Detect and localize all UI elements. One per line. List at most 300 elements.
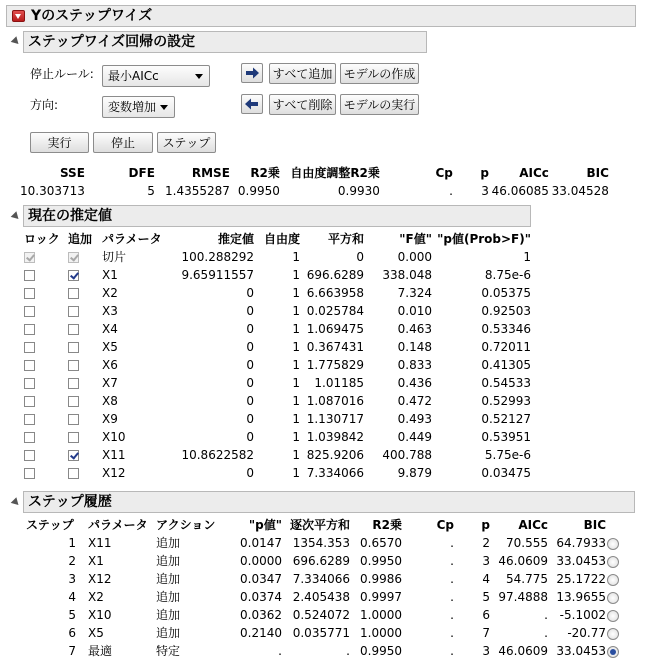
- entered-checkbox[interactable]: [68, 432, 79, 443]
- step-number: 6: [68, 626, 76, 640]
- rmse-value: 1.4355287: [165, 184, 230, 198]
- history-parameter: X5: [88, 626, 104, 640]
- history-seq-ss: .: [346, 644, 350, 658]
- col-sse: SSE: [59, 166, 85, 180]
- f-ratio-value: 9.879: [397, 466, 432, 480]
- step-number: 5: [68, 608, 76, 622]
- estimate-row: [24, 464, 531, 482]
- history-action: 追加: [156, 554, 181, 568]
- bic-value: 33.04528: [551, 184, 609, 198]
- df-value: 1: [292, 286, 300, 300]
- estimate-value: 0: [246, 466, 254, 480]
- estimate-value: 0: [246, 376, 254, 390]
- estimates-section-header[interactable]: [23, 205, 531, 227]
- history-cp: .: [450, 590, 454, 604]
- history-bic: 25.1722: [556, 572, 606, 586]
- df-value: 1: [292, 412, 300, 426]
- lock-cell: [24, 428, 68, 446]
- history-seq-ss: 0.035771: [292, 626, 350, 640]
- col-bic: BIC: [586, 166, 609, 180]
- lock-cell: [24, 248, 68, 266]
- ss-value: 0.025784: [306, 304, 364, 318]
- history-pn: 3: [482, 644, 490, 658]
- direction-value: 変数増加: [108, 100, 157, 114]
- entered-cell: [68, 356, 102, 374]
- parameter-name: X5: [102, 340, 118, 354]
- col-adj-r2: 自由度調整R2乗: [290, 166, 380, 180]
- history-seq-ss: 0.524072: [292, 608, 350, 622]
- estimate-value: 0: [246, 412, 254, 426]
- lock-checkbox[interactable]: [24, 306, 35, 317]
- disclosure-triangle-icon[interactable]: [11, 36, 22, 47]
- estimate-value: 9.65911557: [181, 268, 254, 282]
- estimates-table: [24, 230, 531, 482]
- history-pn: 4: [482, 572, 490, 586]
- step-number: 7: [68, 644, 76, 658]
- step-history-table: [26, 516, 620, 660]
- history-aicc: .: [544, 608, 548, 622]
- cp-value: .: [449, 184, 453, 198]
- prob-f-value: 0.41305: [481, 358, 531, 372]
- history-pn: 6: [482, 608, 490, 622]
- entered-checkbox[interactable]: [68, 342, 79, 353]
- step-number: 1: [68, 536, 76, 550]
- history-parameter: X11: [88, 536, 112, 550]
- chevron-down-icon: [160, 105, 168, 110]
- stop-rule-select[interactable]: [102, 65, 210, 87]
- parameter-name: X3: [102, 304, 118, 318]
- estimates-header-label: 現在の推定値: [28, 208, 112, 224]
- p-value: 3: [481, 184, 489, 198]
- f-ratio-value: 0.833: [397, 358, 432, 372]
- col-p: p: [480, 166, 489, 180]
- history-bic: 13.9655: [556, 590, 606, 604]
- history-action: 追加: [156, 608, 181, 622]
- col-prob-f: "p値(Prob>F)": [437, 232, 531, 246]
- df-value: 1: [292, 376, 300, 390]
- lock-cell: [24, 266, 68, 284]
- report-title: Yのステップワイズ: [31, 8, 153, 24]
- entered-checkbox[interactable]: [68, 288, 79, 299]
- entered-cell: [68, 428, 102, 446]
- radio-cell: [606, 642, 620, 660]
- history-r2: 1.0000: [360, 608, 402, 622]
- history-cp: .: [450, 644, 454, 658]
- f-ratio-value: 0.449: [397, 430, 432, 444]
- col-h-p: "p値": [248, 518, 282, 532]
- step-number: 3: [68, 572, 76, 586]
- lock-checkbox[interactable]: [24, 450, 35, 461]
- estimate-row: [24, 266, 531, 284]
- lock-checkbox[interactable]: [24, 360, 35, 371]
- lock-cell: [24, 410, 68, 428]
- history-bic: 33.0453: [556, 554, 606, 568]
- chevron-down-icon: [195, 74, 203, 79]
- step-number: 4: [68, 590, 76, 604]
- estimate-row: [24, 428, 531, 446]
- f-ratio-value: 400.788: [382, 448, 432, 462]
- select-step-radio[interactable]: [607, 556, 619, 568]
- run-model-button[interactable]: モデルの実行: [340, 94, 419, 115]
- col-parameter: パラメータ: [102, 232, 162, 246]
- ss-value: 1.775829: [306, 358, 364, 372]
- col-action: アクション: [156, 518, 216, 532]
- history-cp: .: [450, 554, 454, 568]
- history-pn: 3: [482, 554, 490, 568]
- lock-cell: [24, 302, 68, 320]
- stop-rule-value: 最小AICc: [108, 69, 159, 83]
- ss-value: 1.130717: [306, 412, 364, 426]
- arrow-right-icon: [242, 64, 262, 82]
- entered-checkbox[interactable]: [68, 396, 79, 407]
- lock-cell: [24, 284, 68, 302]
- parameter-name: X10: [102, 430, 126, 444]
- f-ratio-value: 338.048: [382, 268, 432, 282]
- select-step-radio[interactable]: [607, 592, 619, 604]
- history-header-row: [26, 516, 620, 534]
- parameter-name: X6: [102, 358, 118, 372]
- lock-cell: [24, 446, 68, 464]
- f-ratio-value: 0.493: [397, 412, 432, 426]
- parameter-name: X4: [102, 322, 118, 336]
- estimate-row: [24, 410, 531, 428]
- prob-f-value: 0.53346: [481, 322, 531, 336]
- history-aicc: 70.555: [506, 536, 548, 550]
- lock-cell: [24, 374, 68, 392]
- checkmark-icon: [26, 252, 35, 261]
- entered-cell: [68, 464, 102, 482]
- direction-select[interactable]: [102, 96, 175, 118]
- ss-value: 696.6289: [306, 268, 364, 282]
- history-action: 追加: [156, 572, 181, 586]
- history-row: [26, 570, 620, 588]
- history-parameter: X12: [88, 572, 112, 586]
- entered-cell: [68, 320, 102, 338]
- col-r2: R2乗: [250, 166, 280, 180]
- red-triangle-menu-icon[interactable]: [12, 10, 25, 22]
- estimate-row: [24, 302, 531, 320]
- entered-checkbox[interactable]: [68, 414, 79, 425]
- prob-f-value: 8.75e-6: [484, 268, 531, 282]
- estimate-value: 0: [246, 394, 254, 408]
- lock-cell: [24, 338, 68, 356]
- estimate-value: 0: [246, 286, 254, 300]
- select-step-radio[interactable]: [607, 628, 619, 640]
- history-p-value: 0.0147: [240, 536, 282, 550]
- summary-value-row: [20, 182, 609, 200]
- col-aicc: AICc: [519, 166, 549, 180]
- estimate-row: [24, 374, 531, 392]
- history-cp: .: [450, 536, 454, 550]
- radio-cell: [606, 570, 620, 588]
- history-p-value: 0.0000: [240, 554, 282, 568]
- lock-cell: [24, 464, 68, 482]
- step-button[interactable]: ステップ: [157, 132, 216, 153]
- lock-checkbox[interactable]: [24, 324, 35, 335]
- history-cp: .: [450, 626, 454, 640]
- col-h-bic: BIC: [583, 518, 606, 532]
- entered-cell: [68, 392, 102, 410]
- prob-f-value: 0.54533: [481, 376, 531, 390]
- parameter-name: X11: [102, 448, 126, 462]
- prob-f-value: 0.53951: [481, 430, 531, 444]
- select-step-radio[interactable]: [607, 646, 619, 658]
- history-r2: 0.9997: [360, 590, 402, 604]
- select-step-radio[interactable]: [607, 610, 619, 622]
- arrow-left-icon: [242, 95, 262, 113]
- f-ratio-value: 0.436: [397, 376, 432, 390]
- settings-header-label: ステップワイズ回帰の設定: [28, 34, 196, 50]
- checkmark-icon: [70, 252, 79, 261]
- f-ratio-value: 0.010: [397, 304, 432, 318]
- history-seq-ss: 696.6289: [292, 554, 350, 568]
- entered-cell: [68, 302, 102, 320]
- lock-cell: [24, 356, 68, 374]
- r2-value: 0.9950: [237, 184, 280, 198]
- adj-r2-value: 0.9930: [337, 184, 380, 198]
- step-number: 2: [68, 554, 76, 568]
- entered-checkbox[interactable]: [68, 306, 79, 317]
- df-value: 1: [292, 250, 300, 264]
- col-h-parameter: パラメータ: [88, 518, 148, 532]
- history-p-value: 0.0374: [240, 590, 282, 604]
- ss-value: 1.039842: [306, 430, 364, 444]
- history-r2: 0.6570: [360, 536, 402, 550]
- estimate-value: 100.288292: [181, 250, 254, 264]
- f-ratio-value: 0.463: [397, 322, 432, 336]
- history-body: [26, 534, 620, 660]
- select-step-radio[interactable]: [607, 574, 619, 586]
- history-seq-ss: 1354.353: [292, 536, 350, 550]
- lock-checkbox[interactable]: [24, 270, 35, 281]
- ss-value: 7.334066: [306, 466, 364, 480]
- history-bic: 33.0453: [556, 644, 606, 658]
- history-row: [26, 552, 620, 570]
- history-pn: 7: [482, 626, 490, 640]
- history-row: [26, 624, 620, 642]
- ss-value: 825.9206: [306, 448, 364, 462]
- history-aicc: 46.0609: [498, 554, 548, 568]
- history-parameter: X1: [88, 554, 104, 568]
- history-p-value: 0.2140: [240, 626, 282, 640]
- history-section-header[interactable]: [23, 491, 635, 513]
- estimate-value: 0: [246, 358, 254, 372]
- f-ratio-value: 0.472: [397, 394, 432, 408]
- radio-cell: [606, 606, 620, 624]
- remove-all-button[interactable]: すべて削除: [269, 94, 336, 115]
- ss-value: 1.01185: [314, 376, 364, 390]
- add-all-button[interactable]: すべて追加: [269, 63, 336, 84]
- enter-all-arrow-button[interactable]: [241, 63, 263, 83]
- prob-f-value: 0.52127: [481, 412, 531, 426]
- stop-rule-label: 停止ルール:: [30, 67, 94, 81]
- ss-value: 1.069475: [306, 322, 364, 336]
- parameter-name: X2: [102, 286, 118, 300]
- history-header-label: ステップ履歴: [28, 494, 112, 510]
- df-value: 1: [292, 448, 300, 462]
- parameter-name: X8: [102, 394, 118, 408]
- estimate-value: 0: [246, 304, 254, 318]
- prob-f-value: 0.05375: [481, 286, 531, 300]
- estimate-row: [24, 284, 531, 302]
- estimate-value: 10.8622582: [181, 448, 254, 462]
- prob-f-value: 0.92503: [481, 304, 531, 318]
- col-cp: Cp: [435, 166, 453, 180]
- entered-checkbox[interactable]: [68, 360, 79, 371]
- direction-label: 方向:: [30, 98, 59, 112]
- estimates-header-row: [24, 230, 531, 248]
- ss-value: 6.663958: [306, 286, 364, 300]
- estimate-row: [24, 320, 531, 338]
- settings-section-header[interactable]: [23, 31, 427, 53]
- history-p-value: 0.0347: [240, 572, 282, 586]
- go-button[interactable]: 実行: [30, 132, 89, 153]
- lock-checkbox[interactable]: [24, 342, 35, 353]
- col-step: ステップ: [26, 518, 74, 532]
- report-title-bar: [6, 5, 636, 27]
- radio-cell: [606, 624, 620, 642]
- entered-checkbox: [68, 252, 79, 263]
- lock-checkbox[interactable]: [24, 414, 35, 425]
- history-cp: .: [450, 608, 454, 622]
- df-value: 1: [292, 322, 300, 336]
- entered-cell: [68, 410, 102, 428]
- col-estimate: 推定値: [217, 232, 254, 246]
- parameter-name: 切片: [102, 250, 127, 264]
- entered-checkbox[interactable]: [68, 378, 79, 389]
- select-step-radio[interactable]: [607, 538, 619, 550]
- entered-checkbox[interactable]: [68, 324, 79, 335]
- estimate-row: [24, 248, 531, 266]
- remove-all-arrow-button[interactable]: [241, 94, 263, 114]
- history-p-value: .: [278, 644, 282, 658]
- lock-checkbox[interactable]: [24, 288, 35, 299]
- df-value: 1: [292, 340, 300, 354]
- entered-checkbox[interactable]: [68, 450, 79, 461]
- history-aicc: 97.4888: [498, 590, 548, 604]
- lock-cell: [24, 320, 68, 338]
- history-seq-ss: 7.334066: [292, 572, 350, 586]
- entered-cell: [68, 446, 102, 464]
- entered-cell: [68, 266, 102, 284]
- aicc-value: 46.06085: [491, 184, 549, 198]
- history-pn: 2: [482, 536, 490, 550]
- col-f-ratio: "F値": [399, 232, 432, 246]
- estimate-value: 0: [246, 430, 254, 444]
- f-ratio-value: 7.324: [397, 286, 432, 300]
- col-seq-ss: 逐次平方和: [289, 518, 350, 532]
- lock-checkbox[interactable]: [24, 396, 35, 407]
- parameter-name: X1: [102, 268, 118, 282]
- lock-checkbox[interactable]: [24, 378, 35, 389]
- history-r2: 0.9950: [360, 644, 402, 658]
- estimate-value: 0: [246, 340, 254, 354]
- col-entered: 追加: [68, 232, 93, 246]
- entered-checkbox[interactable]: [68, 270, 79, 281]
- history-seq-ss: 2.405438: [292, 590, 350, 604]
- prob-f-value: 0.52993: [481, 394, 531, 408]
- col-df: 自由度: [263, 232, 300, 246]
- lock-cell: [24, 392, 68, 410]
- entered-cell: [68, 374, 102, 392]
- col-h-cp: Cp: [436, 518, 454, 532]
- radio-cell: [606, 534, 620, 552]
- estimates-body: [24, 248, 531, 482]
- history-bic: -20.77: [567, 626, 606, 640]
- history-row: [26, 606, 620, 624]
- df-value: 1: [292, 304, 300, 318]
- estimate-row: [24, 446, 531, 464]
- df-value: 1: [292, 394, 300, 408]
- estimate-row: [24, 356, 531, 374]
- prob-f-value: 5.75e-6: [484, 448, 531, 462]
- estimate-row: [24, 392, 531, 410]
- col-rmse: RMSE: [191, 166, 230, 180]
- ss-value: 0.367431: [306, 340, 364, 354]
- disclosure-triangle-icon[interactable]: [11, 497, 22, 508]
- ss-value: 0: [356, 250, 364, 264]
- col-h-r2: R2乗: [372, 518, 402, 532]
- history-pn: 5: [482, 590, 490, 604]
- checkmark-icon: [70, 450, 79, 459]
- history-bic: -5.1002: [559, 608, 606, 622]
- radio-cell: [606, 588, 620, 606]
- history-parameter: 最適: [88, 644, 113, 658]
- history-aicc: .: [544, 626, 548, 640]
- checkmark-icon: [70, 270, 79, 279]
- prob-f-value: 1: [523, 250, 531, 264]
- history-bic: 64.7933: [556, 536, 606, 550]
- summary-stats-table: [20, 164, 609, 200]
- ss-value: 1.087016: [306, 394, 364, 408]
- df-value: 1: [292, 268, 300, 282]
- prob-f-value: 0.72011: [481, 340, 531, 354]
- history-row: [26, 534, 620, 552]
- df-value: 1: [292, 358, 300, 372]
- history-action: 追加: [156, 626, 181, 640]
- lock-checkbox[interactable]: [24, 468, 35, 479]
- radio-cell: [606, 552, 620, 570]
- history-action: 追加: [156, 536, 181, 550]
- history-row: [26, 642, 620, 660]
- history-cp: .: [450, 572, 454, 586]
- disclosure-triangle-icon[interactable]: [11, 211, 22, 222]
- entered-cell: [68, 248, 102, 266]
- history-action: 特定: [156, 644, 181, 658]
- entered-cell: [68, 284, 102, 302]
- stop-button[interactable]: 停止: [93, 132, 153, 153]
- lock-checkbox[interactable]: [24, 432, 35, 443]
- make-model-button[interactable]: モデルの作成: [340, 63, 419, 84]
- history-aicc: 54.775: [506, 572, 548, 586]
- history-row: [26, 588, 620, 606]
- history-r2: 0.9986: [360, 572, 402, 586]
- df-value: 1: [292, 430, 300, 444]
- parameter-name: X7: [102, 376, 118, 390]
- history-r2: 0.9950: [360, 554, 402, 568]
- col-ss: 平方和: [327, 232, 364, 246]
- f-ratio-value: 0.000: [397, 250, 432, 264]
- history-parameter: X2: [88, 590, 104, 604]
- history-action: 追加: [156, 590, 181, 604]
- sse-value: 10.303713: [20, 184, 85, 198]
- f-ratio-value: 0.148: [397, 340, 432, 354]
- col-h-pn: p: [481, 518, 490, 532]
- history-aicc: 46.0609: [498, 644, 548, 658]
- entered-checkbox[interactable]: [68, 468, 79, 479]
- col-lock: ロック: [24, 232, 60, 246]
- estimate-value: 0: [246, 322, 254, 336]
